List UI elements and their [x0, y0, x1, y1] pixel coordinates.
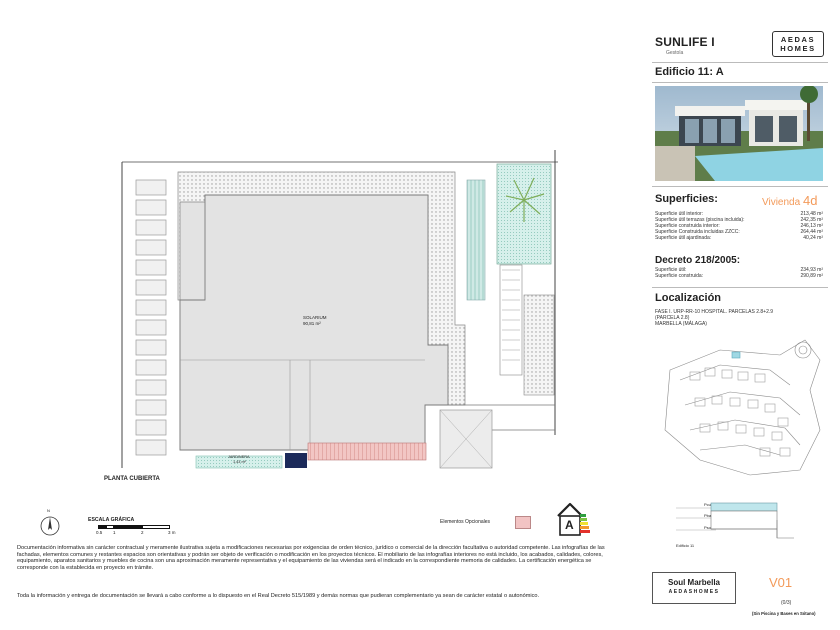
- scale-tick: 3 m: [168, 530, 176, 535]
- superficies-table: [655, 211, 823, 241]
- vivienda-word: Vivienda: [762, 197, 801, 208]
- project-name: SUNLIFE I: [655, 35, 715, 49]
- elevation-level: Pso: [704, 525, 711, 530]
- disclaimer-paragraph: Documentación informativa sin carácter contractual y meramente ilustrativa sujeta a modificaciones necesarias por exigencias de orden técnico, jurídico o comercial de la dirección facultativa o autoridad competente. Las infografías de las fachadas, elementos comunes y restantes espacios son orientativas y podrán ser objeto de verificación o modificación en los proyectos técnicos. El mobiliario de las infografías interiores no está incluido, los acabados, calidades, colores, equipamiento, aparatos sanitarios y muebles de cocina son una aproximación meramente representativa y el equipamiento de las viviendas será el indicado en la correspondiente memoria de calidades. La certificación energética se corresponde con la establecida en proyecto en trámite.: [17, 545, 605, 571]
- north-label: N: [47, 508, 50, 513]
- superficie-row: Superficie Construida incluidas ZZCC: 264,44 m²: [655, 229, 823, 235]
- soul-marbella-line2: AEDASHOMES: [668, 589, 720, 595]
- address-line: (PARCELA 2.8): [655, 315, 690, 321]
- energy-class: A: [565, 518, 574, 532]
- solarium-label: SOLARIUM: [303, 315, 327, 320]
- address-line: MARBELLA (MÁLAGA): [655, 321, 707, 327]
- elevation-caption: Edificio 11: [676, 543, 695, 548]
- plan-title: PLANTA CUBIERTA: [104, 476, 160, 482]
- decreto-row: Superficie construida: 290,89 m²: [655, 273, 823, 279]
- plan-code-sub: (0/3): [781, 600, 792, 606]
- aedas-logo: [772, 31, 824, 57]
- superficie-row: Superficie útil ajardinada: 40,24 m²: [655, 235, 823, 241]
- aedas-logo-line1: AEDAS: [780, 35, 816, 44]
- disclaimer-paragraph: Toda la información y entrega de documentación se llevará a cabo conforme a lo dispuesto en el Real Decreto 515/1989 y demás normas que pudieran complementario ya sean de carácter estatal o autonómico.: [17, 593, 540, 599]
- soul-marbella-line1: Soul Marbella: [667, 578, 720, 587]
- optional-elements-swatch: [515, 516, 531, 529]
- localizacion-address: [655, 309, 773, 327]
- decreto-row: Superficie útil: 234,93 m²: [655, 267, 823, 273]
- north-arrow-icon: [39, 508, 61, 538]
- decreto-title: Decreto 218/2005:: [655, 255, 741, 266]
- scale-bar: [98, 525, 178, 529]
- vivienda-label: [762, 193, 817, 208]
- jardinera-label: JARDINERA: [228, 455, 250, 459]
- scale-title: ESCALA GRÁFICA: [88, 517, 135, 523]
- superficie-row: Superficie construida interior: 246,13 m²: [655, 223, 823, 229]
- solarium-area: 90,81 m²: [303, 321, 321, 326]
- elevation-level: Pba: [704, 513, 712, 518]
- roof-floor-plan: [110, 150, 560, 470]
- decreto-table: [655, 267, 823, 279]
- vivienda-id: 4d: [802, 193, 818, 208]
- superficie-row: Superficie útil interior: 213,48 m²: [655, 211, 823, 217]
- elevation-level: Pcu: [704, 502, 711, 507]
- scale-tick: 1: [113, 530, 116, 535]
- plan-note: (Sin Piscina y Bases en Sótano): [752, 611, 816, 616]
- jardinera-area: 1,43 m²: [233, 460, 246, 464]
- aedas-logo-line2: HOMES: [780, 44, 816, 53]
- scale-tick: 2: [141, 530, 144, 535]
- address-line: FASE I. URP-RR-10 HOSPITAL. PARCELAS 2.8+2.9: [655, 309, 774, 315]
- localizacion-title: Localización: [655, 292, 722, 304]
- plan-code: V01: [769, 575, 793, 590]
- project-subtitle: Gestola: [666, 50, 684, 56]
- elevation-diagram: [676, 498, 824, 550]
- optional-elements-label: Elementos Opcionales: [440, 519, 491, 525]
- scale-tick: 0.5: [96, 530, 103, 535]
- building-title: Edificio 11: A: [655, 66, 724, 78]
- superficies-title: Superficies:: [655, 193, 718, 205]
- soul-marbella-logo: [652, 572, 736, 604]
- location-site-plan: [660, 330, 825, 480]
- superficie-row: Superficie útil terrazas (piscina incluida): 242,35 m²: [655, 217, 823, 223]
- energy-rating-icon: [556, 502, 592, 536]
- building-rendering: [655, 86, 823, 181]
